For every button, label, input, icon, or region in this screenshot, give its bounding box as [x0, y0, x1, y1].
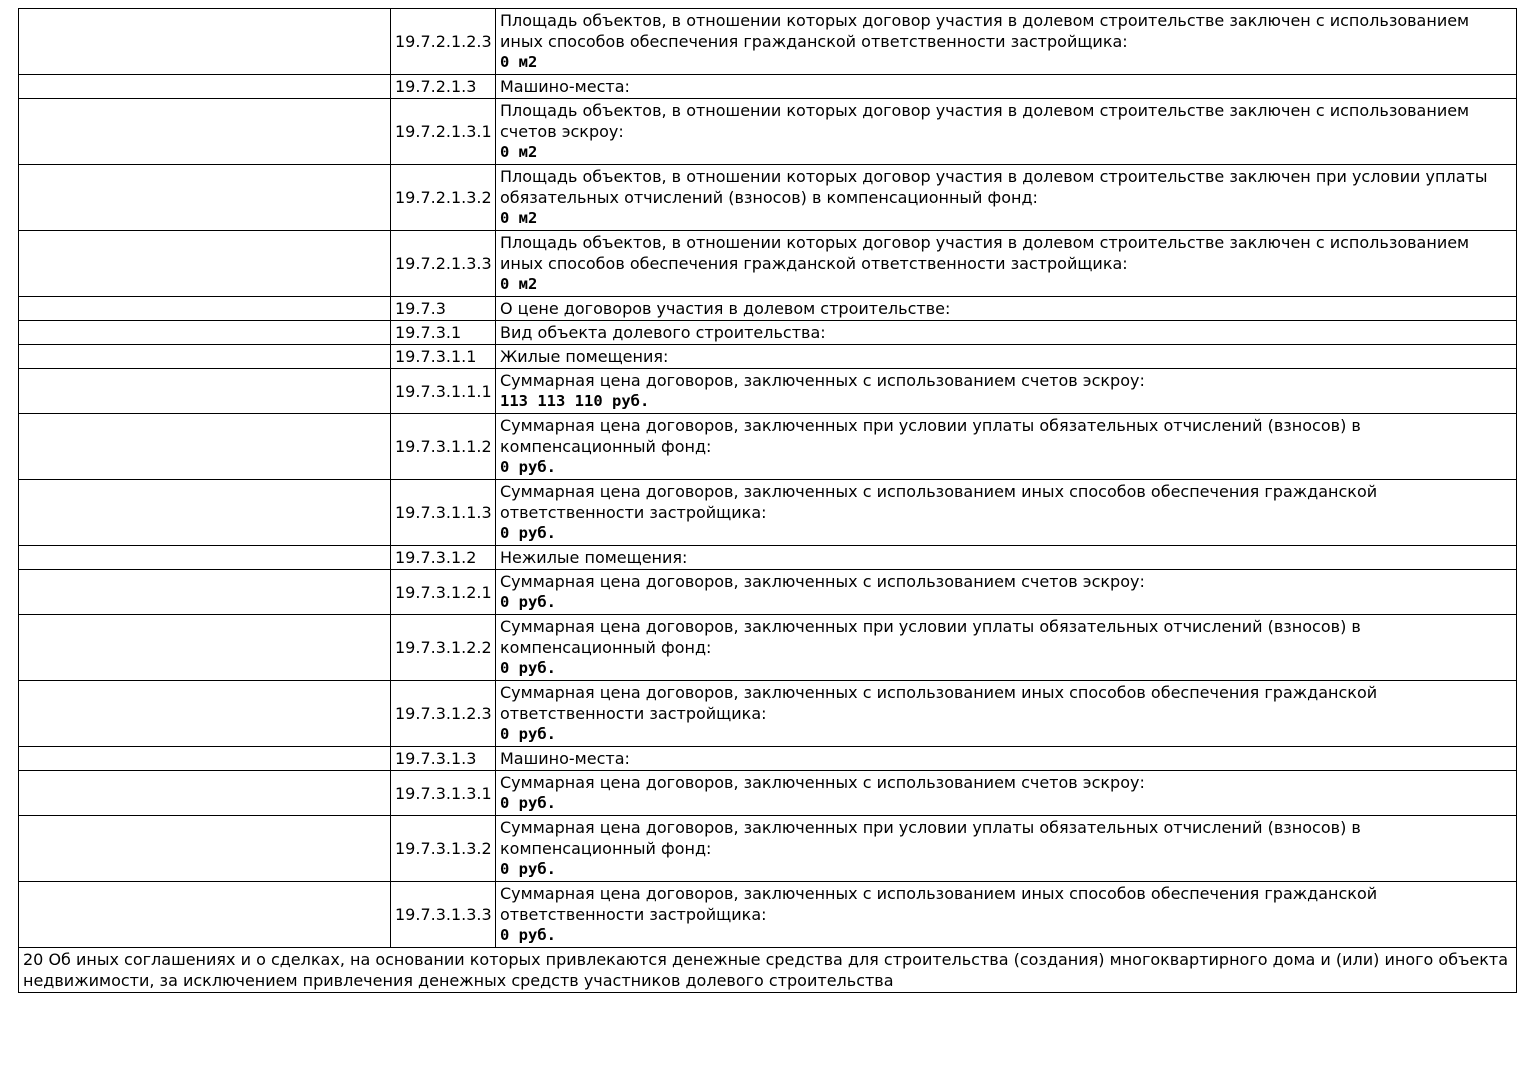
row-label: Площадь объектов, в отношении которых договор участия в долевом строительстве заключен с использованием иных способов обеспечения гражданской ответственности застройщика:	[500, 233, 1470, 273]
row-label: Суммарная цена договоров, заключенных с использованием иных способов обеспечения гражданской ответственности застройщика:	[500, 884, 1378, 924]
row-value: 0 руб.	[500, 458, 556, 476]
row-text-cell	[496, 165, 1517, 231]
row-label: О цене договоров участия в долевом строительстве:	[500, 299, 951, 318]
row-value: 0 м2	[500, 143, 538, 161]
table-row	[19, 615, 1517, 681]
empty-cell	[19, 297, 391, 321]
project-declaration-table	[18, 8, 1517, 993]
empty-cell	[19, 681, 391, 747]
row-label: Площадь объектов, в отношении которых договор участия в долевом строительстве заключен при условии уплаты обязательных отчислений (взносов) в компенсационный фонд:	[500, 167, 1488, 207]
row-label: Суммарная цена договоров, заключенных при условии уплаты обязательных отчислений (взносов) в компенсационный фонд:	[500, 818, 1361, 858]
empty-cell	[19, 75, 391, 99]
row-code: 19.7.3.1	[391, 321, 496, 345]
row-label: Суммарная цена договоров, заключенных с использованием счетов эскроу:	[500, 371, 1145, 390]
table-row	[19, 570, 1517, 615]
row-text-cell	[496, 747, 1517, 771]
row-code: 19.7.2.1.3.3	[391, 231, 496, 297]
table-row	[19, 480, 1517, 546]
empty-cell	[19, 369, 391, 414]
row-value: 0 м2	[500, 53, 538, 71]
empty-cell	[19, 99, 391, 165]
table-row	[19, 231, 1517, 297]
row-value: 0 м2	[500, 275, 538, 293]
row-label: Суммарная цена договоров, заключенных с использованием счетов эскроу:	[500, 773, 1145, 792]
empty-cell	[19, 345, 391, 369]
row-code: 19.7.3	[391, 297, 496, 321]
table-row	[19, 681, 1517, 747]
row-code: 19.7.3.1.1.3	[391, 480, 496, 546]
row-text-cell	[496, 882, 1517, 948]
row-code: 19.7.3.1.2.2	[391, 615, 496, 681]
row-code: 19.7.3.1.2	[391, 546, 496, 570]
row-text-cell	[496, 99, 1517, 165]
table-row	[19, 75, 1517, 99]
row-code: 19.7.3.1.3.1	[391, 771, 496, 816]
empty-cell	[19, 231, 391, 297]
table-row	[19, 165, 1517, 231]
row-code: 19.7.3.1.1.2	[391, 414, 496, 480]
row-value: 0 руб.	[500, 524, 556, 542]
row-value: 0 руб.	[500, 794, 556, 812]
table-row	[19, 345, 1517, 369]
row-value: 0 руб.	[500, 860, 556, 878]
table-row	[19, 882, 1517, 948]
empty-cell	[19, 615, 391, 681]
row-text-cell	[496, 321, 1517, 345]
empty-cell	[19, 816, 391, 882]
table-row	[19, 321, 1517, 345]
row-text-cell	[496, 480, 1517, 546]
row-label: Суммарная цена договоров, заключенных с использованием иных способов обеспечения гражданской ответственности застройщика:	[500, 482, 1378, 522]
table-body	[19, 9, 1517, 948]
row-code: 19.7.2.1.3.2	[391, 165, 496, 231]
row-code: 19.7.2.1.2.3	[391, 9, 496, 75]
table-row	[19, 414, 1517, 480]
table-row	[19, 747, 1517, 771]
row-code: 19.7.3.1.2.1	[391, 570, 496, 615]
row-text-cell	[496, 681, 1517, 747]
empty-cell	[19, 321, 391, 345]
row-value: 0 руб.	[500, 593, 556, 611]
table-footer-body	[19, 948, 1517, 993]
row-code: 19.7.3.1.2.3	[391, 681, 496, 747]
section-20-row	[19, 948, 1517, 993]
row-text-cell	[496, 615, 1517, 681]
row-text-cell	[496, 297, 1517, 321]
row-value: 0 руб.	[500, 659, 556, 677]
row-text-cell	[496, 9, 1517, 75]
row-label: Суммарная цена договоров, заключенных с использованием иных способов обеспечения гражданской ответственности застройщика:	[500, 683, 1378, 723]
empty-cell	[19, 771, 391, 816]
empty-cell	[19, 165, 391, 231]
row-label: Машино-места:	[500, 749, 630, 768]
row-text-cell	[496, 546, 1517, 570]
empty-cell	[19, 747, 391, 771]
row-code: 19.7.2.1.3.1	[391, 99, 496, 165]
row-text-cell	[496, 816, 1517, 882]
row-label: Площадь объектов, в отношении которых договор участия в долевом строительстве заключен с использованием иных способов обеспечения гражданской ответственности застройщика:	[500, 11, 1470, 51]
row-label: Суммарная цена договоров, заключенных при условии уплаты обязательных отчислений (взносов) в компенсационный фонд:	[500, 416, 1361, 456]
row-label: Площадь объектов, в отношении которых договор участия в долевом строительстве заключен с использованием счетов эскроу:	[500, 101, 1470, 141]
row-code: 19.7.3.1.1	[391, 345, 496, 369]
row-label: Машино-места:	[500, 77, 630, 96]
row-text-cell	[496, 345, 1517, 369]
empty-cell	[19, 882, 391, 948]
row-text-cell	[496, 570, 1517, 615]
row-label: Суммарная цена договоров, заключенных с использованием счетов эскроу:	[500, 572, 1145, 591]
empty-cell	[19, 9, 391, 75]
row-label: Жилые помещения:	[500, 347, 669, 366]
row-value: 0 м2	[500, 209, 538, 227]
table-row	[19, 99, 1517, 165]
row-code: 19.7.3.1.3.3	[391, 882, 496, 948]
table-row	[19, 546, 1517, 570]
table-row	[19, 771, 1517, 816]
row-text-cell	[496, 75, 1517, 99]
row-label: Нежилые помещения:	[500, 548, 688, 567]
row-text-cell	[496, 369, 1517, 414]
table-row	[19, 297, 1517, 321]
table-row	[19, 9, 1517, 75]
row-code: 19.7.2.1.3	[391, 75, 496, 99]
row-code: 19.7.3.1.3	[391, 747, 496, 771]
row-text-cell	[496, 414, 1517, 480]
row-code: 19.7.3.1.3.2	[391, 816, 496, 882]
row-text-cell	[496, 231, 1517, 297]
row-code: 19.7.3.1.1.1	[391, 369, 496, 414]
empty-cell	[19, 414, 391, 480]
empty-cell	[19, 546, 391, 570]
table-row	[19, 816, 1517, 882]
table-row	[19, 369, 1517, 414]
row-label: Суммарная цена договоров, заключенных при условии уплаты обязательных отчислений (взносов) в компенсационный фонд:	[500, 617, 1361, 657]
empty-cell	[19, 480, 391, 546]
empty-cell	[19, 570, 391, 615]
row-value: 0 руб.	[500, 926, 556, 944]
row-value: 113 113 110 руб.	[500, 392, 650, 410]
row-label: Вид объекта долевого строительства:	[500, 323, 826, 342]
row-value: 0 руб.	[500, 725, 556, 743]
row-text-cell	[496, 771, 1517, 816]
section-20-heading: 20 Об иных соглашениях и о сделках, на основании которых привлекаются денежные средства для строительства (создания) многоквартирного дома и (или) иного объекта недвижимости, за исключением привлечения денежных средств участников долевого строительства	[19, 948, 1517, 993]
